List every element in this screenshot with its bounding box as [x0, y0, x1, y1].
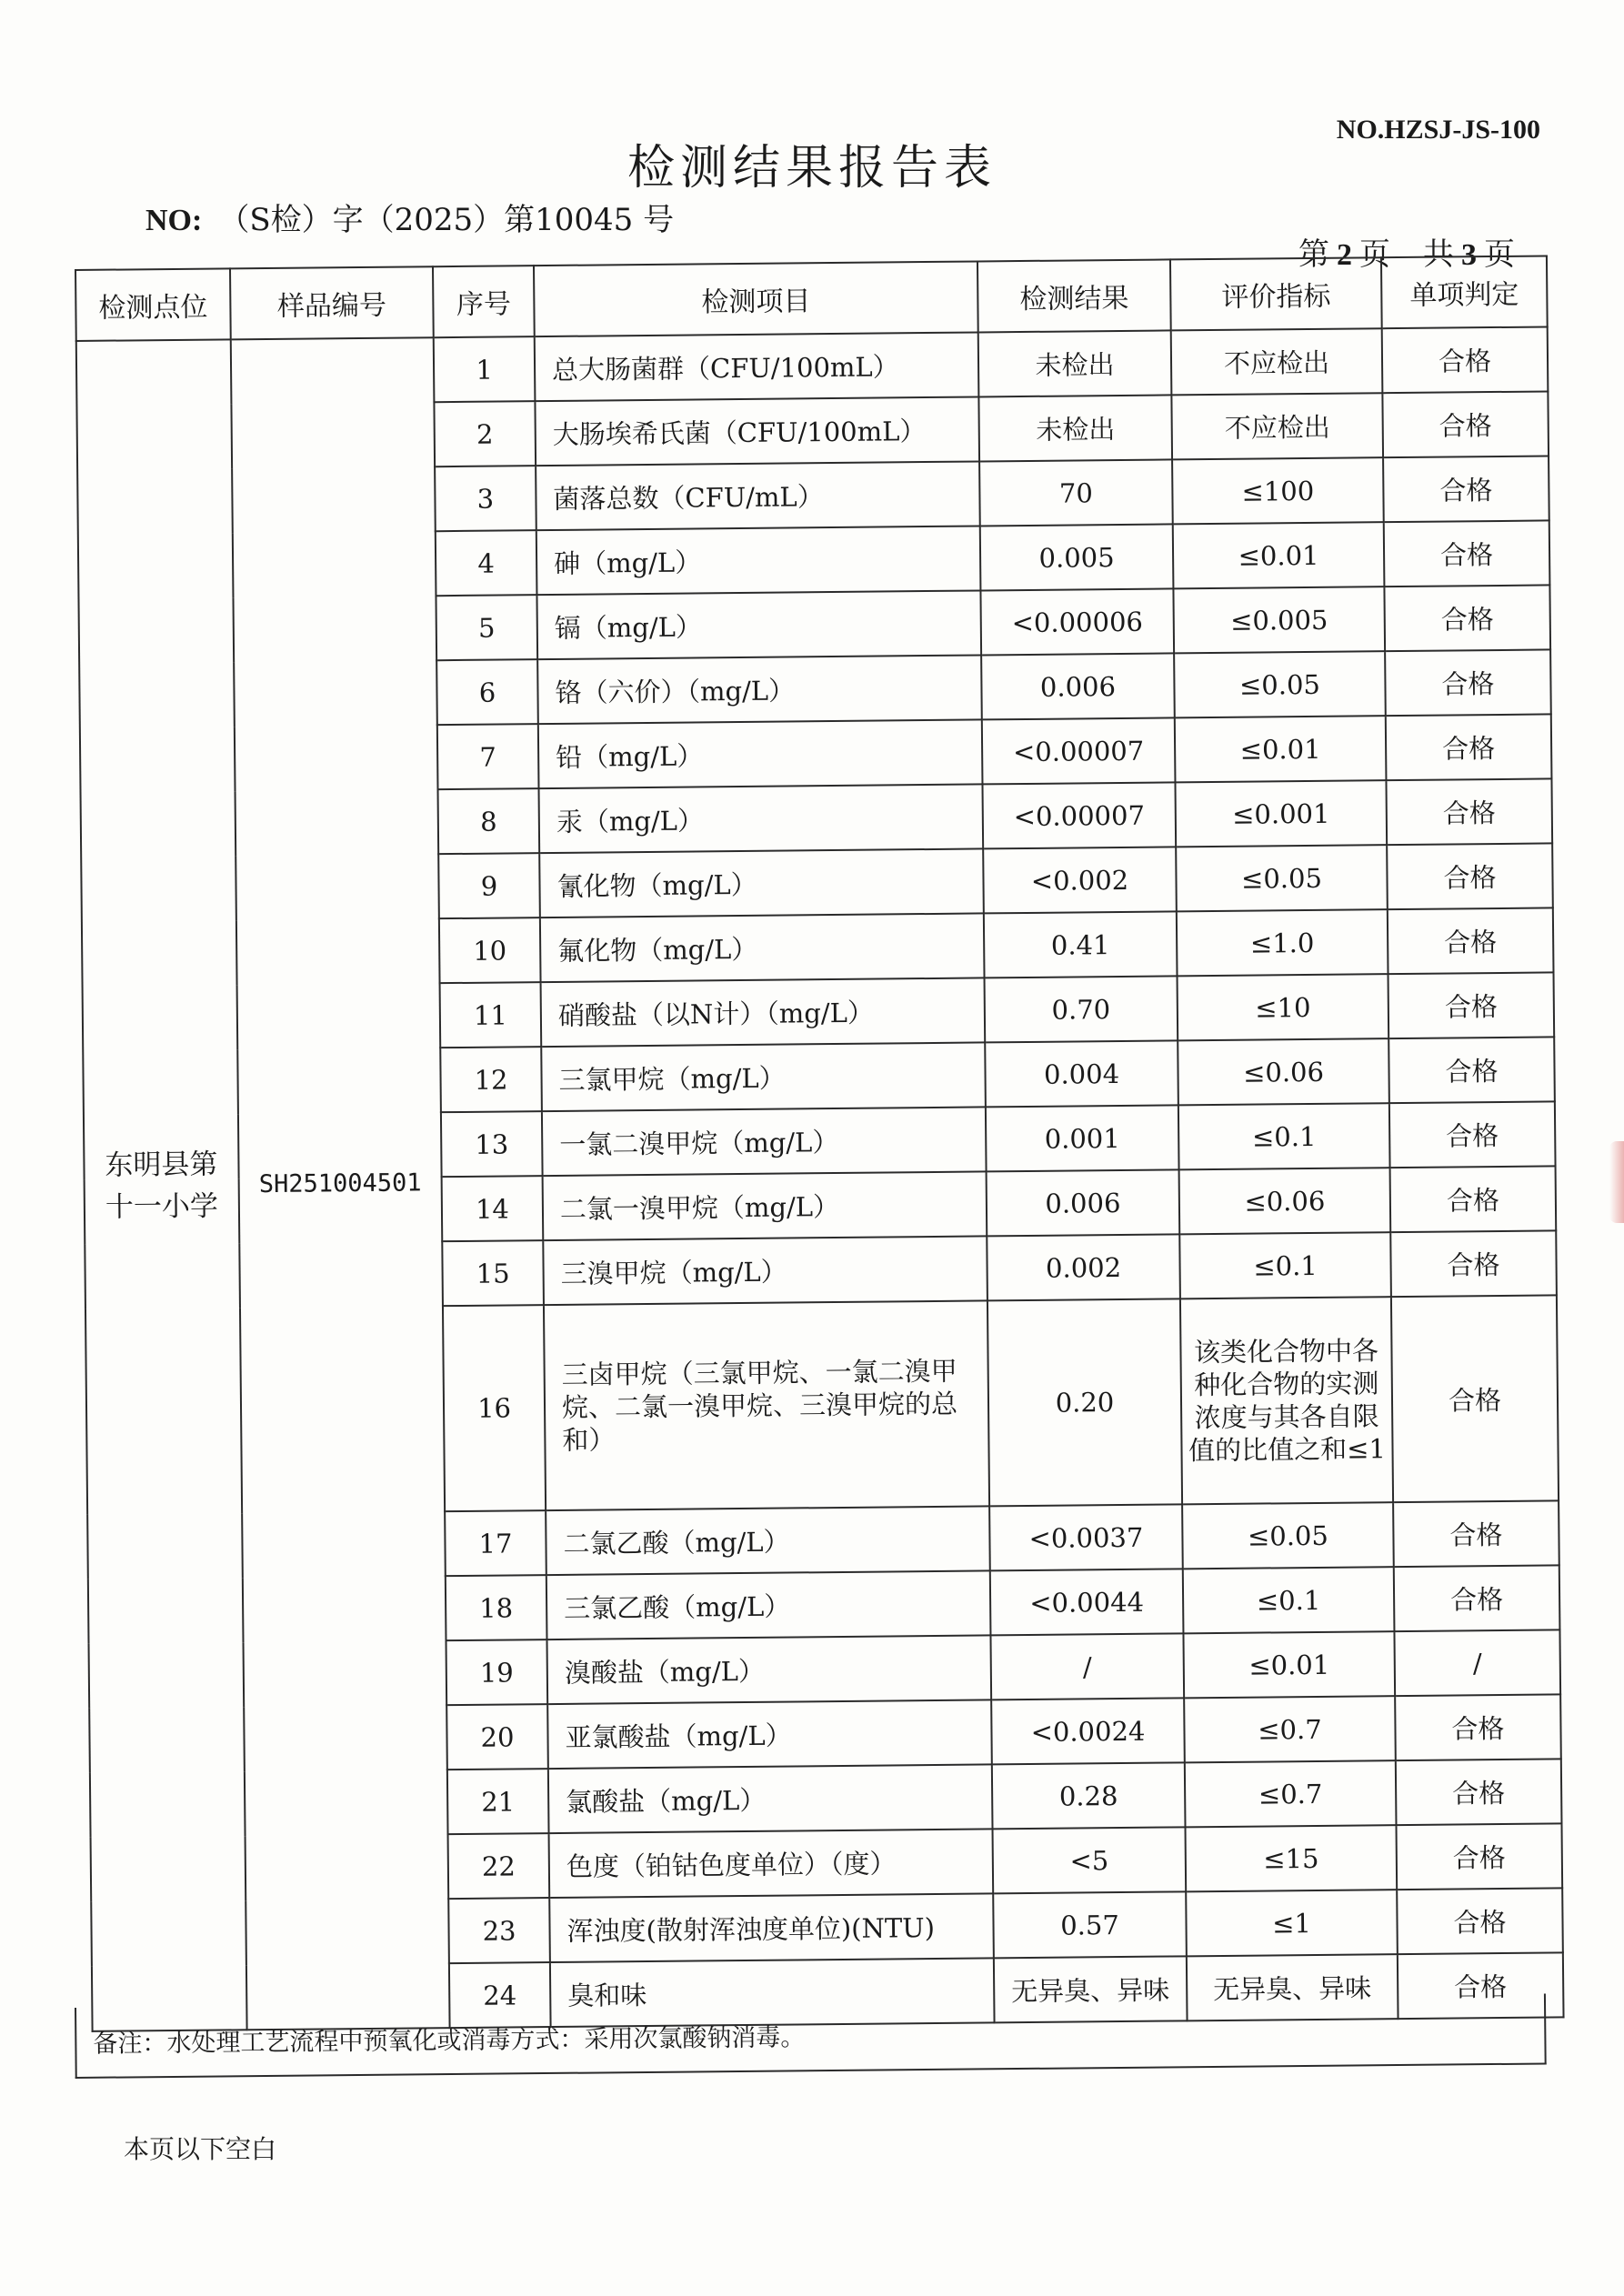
page-total-unit: 页 — [1484, 236, 1515, 273]
judgement-cell: 合格 — [1386, 778, 1552, 845]
item-cell: 三氯乙酸（mg/L） — [546, 1570, 991, 1639]
judgement-cell: / — [1394, 1629, 1560, 1696]
limit-cell: ≤0.001 — [1175, 780, 1387, 847]
judgement-cell: 合格 — [1397, 1888, 1563, 1954]
limit-cell: ≤1 — [1186, 1890, 1398, 1956]
result-cell: 0.70 — [985, 976, 1178, 1042]
judgement-cell: 合格 — [1387, 843, 1553, 909]
result-cell: 0.57 — [993, 1891, 1187, 1958]
seq-cell: 20 — [446, 1704, 548, 1770]
location-cell: 东明县第十一小学 — [76, 339, 247, 2031]
limit-cell: ≤0.01 — [1173, 522, 1385, 588]
seq-cell: 23 — [448, 1898, 550, 1963]
result-cell: <5 — [993, 1827, 1187, 1893]
seq-cell: 21 — [447, 1769, 549, 1834]
limit-cell: 不应检出 — [1171, 328, 1383, 395]
judgement-cell: 合格 — [1386, 714, 1552, 780]
limit-cell: ≤0.1 — [1179, 1232, 1391, 1298]
seq-cell: 17 — [445, 1510, 546, 1576]
judgement-cell: 合格 — [1382, 326, 1549, 393]
limit-cell: ≤0.7 — [1185, 1760, 1397, 1827]
report-number-label: NO: — [145, 204, 203, 237]
col-header-seq: 序号 — [433, 266, 535, 337]
report-number: （S检）字（2025）第10045 号 — [218, 202, 675, 238]
seq-cell: 3 — [435, 466, 536, 531]
limit-cell: ≤0.1 — [1183, 1567, 1395, 1633]
remark-box — [75, 1993, 1547, 2079]
result-cell: 0.001 — [986, 1105, 1179, 1171]
judgement-cell: 合格 — [1395, 1694, 1561, 1760]
item-cell: 溴酸盐（mg/L） — [546, 1635, 991, 1704]
document-number: NO.HZSJ-JS-100 — [1336, 115, 1540, 145]
limit-cell: ≤0.05 — [1182, 1502, 1394, 1569]
limit-cell: ≤15 — [1186, 1825, 1398, 1891]
result-cell: 0.41 — [984, 911, 1178, 978]
item-cell: 三溴甲烷（mg/L） — [543, 1236, 987, 1305]
seq-cell: 11 — [440, 982, 542, 1048]
item-cell: 臭和味 — [550, 1958, 995, 2027]
judgement-cell: 合格 — [1385, 649, 1551, 716]
result-cell: 无异臭、异味 — [994, 1956, 1188, 2022]
limit-cell: ≤100 — [1172, 457, 1384, 524]
report-title: 检测结果报告表 — [627, 141, 997, 196]
item-cell: 三氯甲烷（mg/L） — [541, 1042, 986, 1111]
judgement-cell: 合格 — [1388, 1037, 1555, 1103]
item-cell: 氟化物（mg/L） — [540, 913, 985, 982]
item-cell: 砷（mg/L） — [536, 526, 981, 595]
seq-cell: 24 — [449, 1962, 551, 2028]
result-cell: 0.20 — [987, 1298, 1182, 1506]
limit-cell: ≤0.01 — [1183, 1631, 1395, 1698]
result-cell: <0.0037 — [989, 1504, 1183, 1570]
seq-cell: 8 — [438, 788, 540, 854]
seal-stamp-edge — [1609, 1141, 1624, 1223]
limit-cell: 无异臭、异味 — [1187, 1954, 1398, 2020]
limit-cell: ≤0.005 — [1173, 587, 1385, 653]
item-cell: 大肠埃希氏菌（CFU/100mL） — [535, 396, 979, 466]
limit-cell: ≤1.0 — [1177, 909, 1388, 976]
limit-cell: ≤10 — [1178, 974, 1389, 1040]
seq-cell: 14 — [442, 1176, 544, 1241]
seq-cell: 1 — [434, 336, 536, 402]
report-number-line — [145, 195, 674, 239]
judgement-cell: 合格 — [1384, 520, 1550, 587]
col-header-item: 检测项目 — [534, 261, 978, 336]
page-prefix: 第 — [1298, 236, 1329, 273]
item-cell: 铬（六价）（mg/L） — [537, 655, 982, 724]
seq-cell: 13 — [441, 1111, 543, 1177]
result-cell: <0.0044 — [990, 1569, 1184, 1635]
page-total: 3 — [1461, 238, 1477, 272]
limit-cell: ≤0.7 — [1184, 1696, 1396, 1762]
item-cell: 硝酸盐（以N计）（mg/L） — [541, 978, 986, 1047]
judgement-cell: 合格 — [1390, 1230, 1557, 1297]
seq-cell: 22 — [448, 1833, 550, 1899]
result-cell: <0.00007 — [982, 782, 1176, 848]
limit-cell: ≤0.05 — [1176, 845, 1388, 911]
result-cell: <0.0024 — [991, 1698, 1185, 1764]
limit-cell: ≤0.06 — [1178, 1038, 1389, 1105]
result-cell: 0.002 — [987, 1234, 1180, 1300]
item-cell: 氰化物（mg/L） — [539, 848, 984, 917]
seq-cell: 12 — [440, 1047, 542, 1112]
result-cell: <0.00006 — [980, 588, 1174, 655]
judgement-cell: 合格 — [1396, 1823, 1562, 1890]
result-cell: 0.006 — [981, 653, 1175, 719]
judgement-cell: 合格 — [1393, 1500, 1559, 1567]
judgement-cell: 合格 — [1398, 1952, 1564, 2019]
seq-cell: 5 — [436, 595, 537, 660]
seq-cell: 9 — [438, 853, 540, 918]
judgement-cell: 合格 — [1384, 585, 1550, 651]
results-table-wrapper — [75, 255, 1563, 2031]
result-cell: 0.005 — [980, 524, 1174, 590]
judgement-cell: 合格 — [1394, 1565, 1560, 1631]
page-total-prefix: 共 — [1423, 236, 1454, 273]
item-cell: 总大肠菌群（CFU/100mL） — [535, 332, 979, 401]
limit-cell: 该类化合物中各种化合物的实测浓度与其各自限值的比值之和≤1 — [1180, 1297, 1393, 1504]
item-cell: 三卤甲烷（三氯甲烷、一氯二溴甲烷、二氯一溴甲烷、三溴甲烷的总和） — [544, 1300, 989, 1510]
col-header-location: 检测点位 — [75, 268, 231, 341]
item-cell: 铅（mg/L） — [538, 719, 983, 788]
limit-cell: ≤0.06 — [1179, 1168, 1391, 1234]
result-cell: 未检出 — [978, 330, 1172, 396]
page-current: 2 — [1337, 238, 1352, 272]
limit-cell: ≤0.05 — [1174, 651, 1386, 717]
page-unit: 页 — [1359, 236, 1390, 273]
result-cell: 0.28 — [992, 1762, 1186, 1829]
seq-cell: 4 — [436, 530, 537, 596]
seq-cell: 18 — [446, 1575, 547, 1640]
result-cell: / — [990, 1633, 1184, 1699]
item-cell: 浑浊度(散射浑浊度单位)(NTU) — [549, 1893, 994, 1962]
judgement-cell: 合格 — [1391, 1295, 1559, 1502]
seq-cell: 6 — [436, 659, 538, 725]
judgement-cell: 合格 — [1396, 1759, 1562, 1825]
item-cell: 亚氯酸盐（mg/L） — [547, 1699, 992, 1769]
sample-id-cell: SH251004501 — [231, 337, 450, 2030]
results-table — [75, 255, 1565, 2031]
table-body — [76, 326, 1564, 2030]
seq-cell: 7 — [437, 724, 539, 789]
blank-page-note: 本页以下空白 — [124, 2134, 277, 2164]
judgement-cell: 合格 — [1383, 456, 1549, 522]
result-cell: 未检出 — [978, 395, 1172, 461]
col-header-judgement: 单项判定 — [1381, 256, 1548, 328]
seq-cell: 16 — [443, 1305, 546, 1511]
seq-cell: 19 — [446, 1639, 547, 1705]
judgement-cell: 合格 — [1388, 907, 1554, 974]
seq-cell: 10 — [439, 917, 541, 983]
judgement-cell: 合格 — [1382, 391, 1549, 457]
result-cell: <0.002 — [983, 847, 1177, 913]
item-cell: 二氯一溴甲烷（mg/L） — [543, 1171, 987, 1240]
item-cell: 菌落总数（CFU/mL） — [536, 461, 980, 530]
item-cell: 镉（mg/L） — [536, 590, 981, 659]
judgement-cell: 合格 — [1389, 1101, 1556, 1168]
result-cell: 0.006 — [987, 1169, 1180, 1236]
item-cell: 色度（铂钴色度单位）（度） — [549, 1829, 994, 1898]
seq-cell: 2 — [434, 401, 536, 466]
item-cell: 一氯二溴甲烷（mg/L） — [542, 1107, 987, 1176]
col-header-sample-id: 样品编号 — [230, 266, 434, 339]
col-header-limit: 评价指标 — [1170, 257, 1382, 330]
result-cell: 0.004 — [985, 1040, 1178, 1107]
item-cell: 汞（mg/L） — [539, 784, 984, 853]
item-cell: 二氯乙酸（mg/L） — [546, 1506, 990, 1575]
judgement-cell: 合格 — [1388, 972, 1555, 1038]
col-header-result: 检测结果 — [977, 259, 1171, 332]
limit-cell: ≤0.1 — [1178, 1103, 1390, 1169]
limit-cell: ≤0.01 — [1175, 716, 1387, 782]
remark-text: 备注：水处理工艺流程中预氧化或消毒方式：采用次氯酸钠消毒。 — [93, 2023, 806, 2059]
seq-cell: 15 — [442, 1240, 544, 1306]
item-cell: 氯酸盐（mg/L） — [548, 1764, 993, 1833]
judgement-cell: 合格 — [1390, 1166, 1557, 1232]
limit-cell: 不应检出 — [1171, 393, 1383, 459]
result-cell: 70 — [979, 459, 1173, 526]
result-cell: <0.00007 — [982, 717, 1176, 784]
